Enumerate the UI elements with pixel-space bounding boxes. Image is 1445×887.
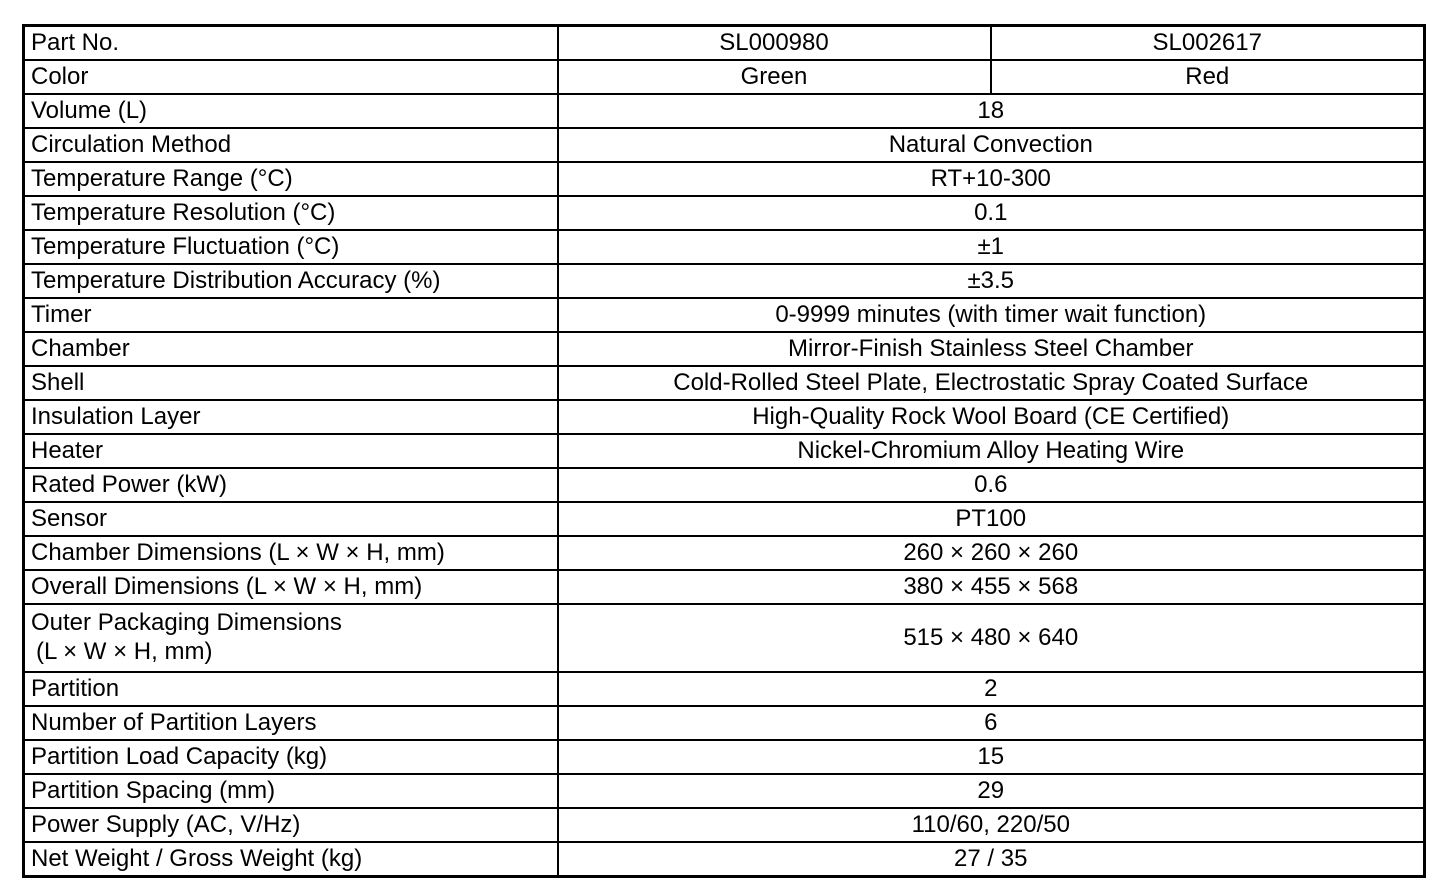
row-sensor [24, 502, 1425, 536]
row-temperature-fluctuation [24, 230, 1425, 264]
row-overall-dimensions [24, 570, 1425, 604]
spec-value-cell: SL000980 [558, 26, 991, 61]
spec-value-cell: ±3.5 [558, 264, 1425, 298]
spec-label-cell: Part No. [24, 26, 558, 61]
spec-value-cell: 2 [558, 672, 1425, 706]
spec-value-cell: 380 × 455 × 568 [558, 570, 1425, 604]
spec-value-cell: ±1 [558, 230, 1425, 264]
row-insulation-layer [24, 400, 1425, 434]
spec-label-cell: Temperature Distribution Accuracy (%) [24, 264, 558, 298]
spec-label-cell: Color [24, 60, 558, 94]
row-color [24, 60, 1425, 94]
spec-value-cell: 29 [558, 774, 1425, 808]
row-volume [24, 94, 1425, 128]
row-timer [24, 298, 1425, 332]
row-chamber [24, 332, 1425, 366]
row-shell [24, 366, 1425, 400]
spec-label-cell: Net Weight / Gross Weight (kg) [24, 842, 558, 877]
row-partition [24, 672, 1425, 706]
spec-value-cell: Cold-Rolled Steel Plate, Electrostatic Spray Coated Surface [558, 366, 1425, 400]
spec-value-cell: Nickel-Chromium Alloy Heating Wire [558, 434, 1425, 468]
row-chamber-dimensions [24, 536, 1425, 570]
spec-value-cell: Natural Convection [558, 128, 1425, 162]
row-outer-packaging-dimensions [24, 604, 1425, 672]
row-net-gross-weight [24, 842, 1425, 877]
spec-value-cell: 260 × 260 × 260 [558, 536, 1425, 570]
spec-label-cell: Chamber [24, 332, 558, 366]
row-power-supply [24, 808, 1425, 842]
spec-value-cell: 18 [558, 94, 1425, 128]
row-partition-layers [24, 706, 1425, 740]
spec-label-cell: Sensor [24, 502, 558, 536]
row-part-no [24, 26, 1425, 61]
row-circulation-method [24, 128, 1425, 162]
spec-label-cell: Heater [24, 434, 558, 468]
spec-value-cell: 515 × 480 × 640 [558, 604, 1425, 672]
spec-label-cell: Number of Partition Layers [24, 706, 558, 740]
spec-label-cell: Temperature Range (°C) [24, 162, 558, 196]
spec-label-cell: Volume (L) [24, 94, 558, 128]
spec-label-cell: Rated Power (kW) [24, 468, 558, 502]
spec-value-cell: PT100 [558, 502, 1425, 536]
spec-label-cell: Power Supply (AC, V/Hz) [24, 808, 558, 842]
row-temperature-resolution [24, 196, 1425, 230]
spec-value-cell: 110/60, 220/50 [558, 808, 1425, 842]
spec-table [22, 24, 1426, 878]
spec-value-cell: Red [991, 60, 1425, 94]
spec-label-cell: Temperature Resolution (°C) [24, 196, 558, 230]
row-partition-spacing [24, 774, 1425, 808]
spec-value-cell: 27 / 35 [558, 842, 1425, 877]
spec-label-cell [24, 604, 558, 672]
row-temperature-distribution-accuracy [24, 264, 1425, 298]
spec-value-cell: 0-9999 minutes (with timer wait function) [558, 298, 1425, 332]
spec-label-line1: Outer Packaging Dimensions [31, 609, 342, 637]
spec-value-cell: SL002617 [991, 26, 1425, 61]
spec-value-cell: Green [558, 60, 991, 94]
spec-label-cell: Partition Spacing (mm) [24, 774, 558, 808]
spec-label-cell: Partition Load Capacity (kg) [24, 740, 558, 774]
spec-value-cell: High-Quality Rock Wool Board (CE Certified) [558, 400, 1425, 434]
spec-label-cell: Chamber Dimensions (L × W × H, mm) [24, 536, 558, 570]
spec-label-cell: Circulation Method [24, 128, 558, 162]
spec-label-cell: Timer [24, 298, 558, 332]
spec-value-cell: 0.6 [558, 468, 1425, 502]
spec-label-cell: Temperature Fluctuation (°C) [24, 230, 558, 264]
spec-value-cell: 15 [558, 740, 1425, 774]
spec-value-cell: RT+10-300 [558, 162, 1425, 196]
spec-label-line2: (L × W × H, mm) [36, 638, 213, 665]
spec-value-cell: 0.1 [558, 196, 1425, 230]
spec-table-body [24, 26, 1425, 877]
spec-label-cell: Shell [24, 366, 558, 400]
spec-value-cell: Mirror-Finish Stainless Steel Chamber [558, 332, 1425, 366]
spec-label-cell: Partition [24, 672, 558, 706]
row-temperature-range [24, 162, 1425, 196]
row-partition-load-capacity [24, 740, 1425, 774]
row-rated-power [24, 468, 1425, 502]
row-heater [24, 434, 1425, 468]
spec-value-cell: 6 [558, 706, 1425, 740]
spec-label-cell: Insulation Layer [24, 400, 558, 434]
spec-label-cell: Overall Dimensions (L × W × H, mm) [24, 570, 558, 604]
